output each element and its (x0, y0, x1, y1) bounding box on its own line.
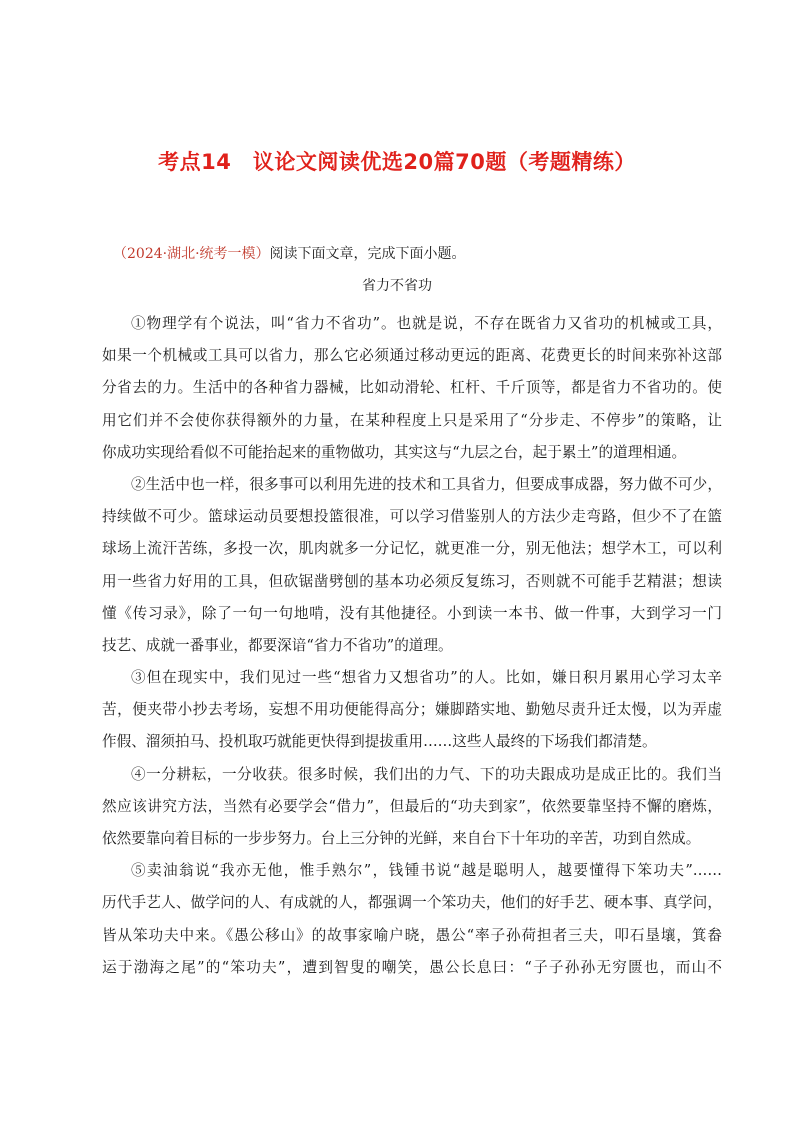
article-body (102, 308, 722, 984)
paragraph-line: 运于渤海之尾”的“笨功夫”，遭到智叟的嘲笑，愚公长息曰：“子子孙孙无穷匮也，而山不 (102, 958, 722, 976)
paragraph-line: 依然要靠向着目标的一步步努力。台上三分钟的光鲜，来自台下十年功的辛苦，功到自然成。 (102, 830, 701, 847)
paragraph-line: 用它们并不会使你获得额外的力量，在某种程度上只是采用了“分步走、不停步”的策略，让 (102, 411, 722, 429)
page-title: 考点14 议论文阅读优选20篇70题（考题精练） (158, 150, 636, 174)
paragraph-line: 持续做不可少。篮球运动员要想投篮很准，可以学习借鉴别人的方法少走弯路，但少不了在篮 (102, 508, 722, 526)
paragraph-line: ③但在现实中，我们见过一些“想省力又想省功”的人。比如，嫌日积月累用心学习太辛 (131, 669, 722, 687)
article-paragraph (102, 662, 722, 759)
paragraph-line: 皆从笨功夫中来。《愚公移山》的故事家喻户晓，愚公“率子孙荷担者三夫，叩石垦壤，箕畚 (102, 926, 722, 944)
article-paragraph (102, 759, 722, 856)
paragraph-line: 你成功实现给看似不可能抬起来的重物做功，其实这与“九层之台，起于累土”的道理相通。 (102, 443, 687, 461)
paragraph-line: 如果一个机械或工具可以省力，那么它必须通过移动更远的距离、花费更长的时间来弥补这部 (102, 347, 722, 365)
article-paragraph (102, 855, 722, 984)
paragraph-line: 历代手艺人、做学问的人、有成就的人，都强调一个笨功夫，他们的好手艺、硬本事、真学问， (102, 894, 722, 912)
article-paragraph (102, 308, 722, 469)
article-title: 省力不省功 (362, 278, 432, 294)
paragraph-line: 苦，便夹带小抄去考场，妄想不用功便能得高分；嫌脚踏实地、勤勉尽责升迁太慢，以为弄虚 (102, 701, 722, 719)
article-paragraph (102, 469, 722, 662)
paragraph-line: 用一些省力好用的工具，但砍锯凿劈刨的基本功必须反复练习，否则就不可能手艺精湛；想读 (102, 572, 722, 590)
paragraph-line: 分省去的力。生活中的各种省力器械，比如动滑轮、杠杆、千斤顶等，都是省力不省功的。使 (102, 379, 722, 397)
reading-instruction: 阅读下面文章，完成下面小题。 (269, 246, 466, 262)
paragraph-line: ②生活中也一样，很多事可以利用先进的技术和工具省力，但要成事成器，努力做不可少， (131, 475, 722, 493)
question-intro (113, 244, 713, 264)
paragraph-line: ④一分耕耘，一分收获。很多时候，我们出的力气、下的功夫跟成功是成正比的。我们当 (131, 765, 722, 783)
paragraph-line: 懂《传习录》，除了一句一句地啃，没有其他捷径。小到读一本书、做一件事，大到学习一门 (102, 604, 722, 622)
paragraph-line: 技艺、成就一番事业，都要深谙“省力不省功”的道理。 (102, 636, 453, 654)
paragraph-line: 作假、溜须拍马、投机取巧就能更快得到提拔重用……这些人最终的下场我们都清楚。 (102, 733, 657, 751)
paragraph-line: ⑤卖油翁说“我亦无他，惟手熟尔”，钱锺书说“越是聪明人，越要懂得下笨功夫”…… (131, 862, 722, 880)
paragraph-line: ①物理学有个说法，叫“省力不省功”。也就是说，不存在既省力又省功的机械或工具， (131, 315, 722, 332)
paragraph-line: 然应该讲究方法，当然有必要学会“借力”，但最后的“功夫到家”，依然要靠坚持不懈的磨炼， (102, 797, 722, 815)
exam-source: （2024·湖北·统考一模） (113, 246, 270, 262)
paragraph-line: 球场上流汗苦练，多投一次，肌肉就多一分记忆，就更准一分，别无他法；想学木工，可以利 (102, 540, 722, 558)
